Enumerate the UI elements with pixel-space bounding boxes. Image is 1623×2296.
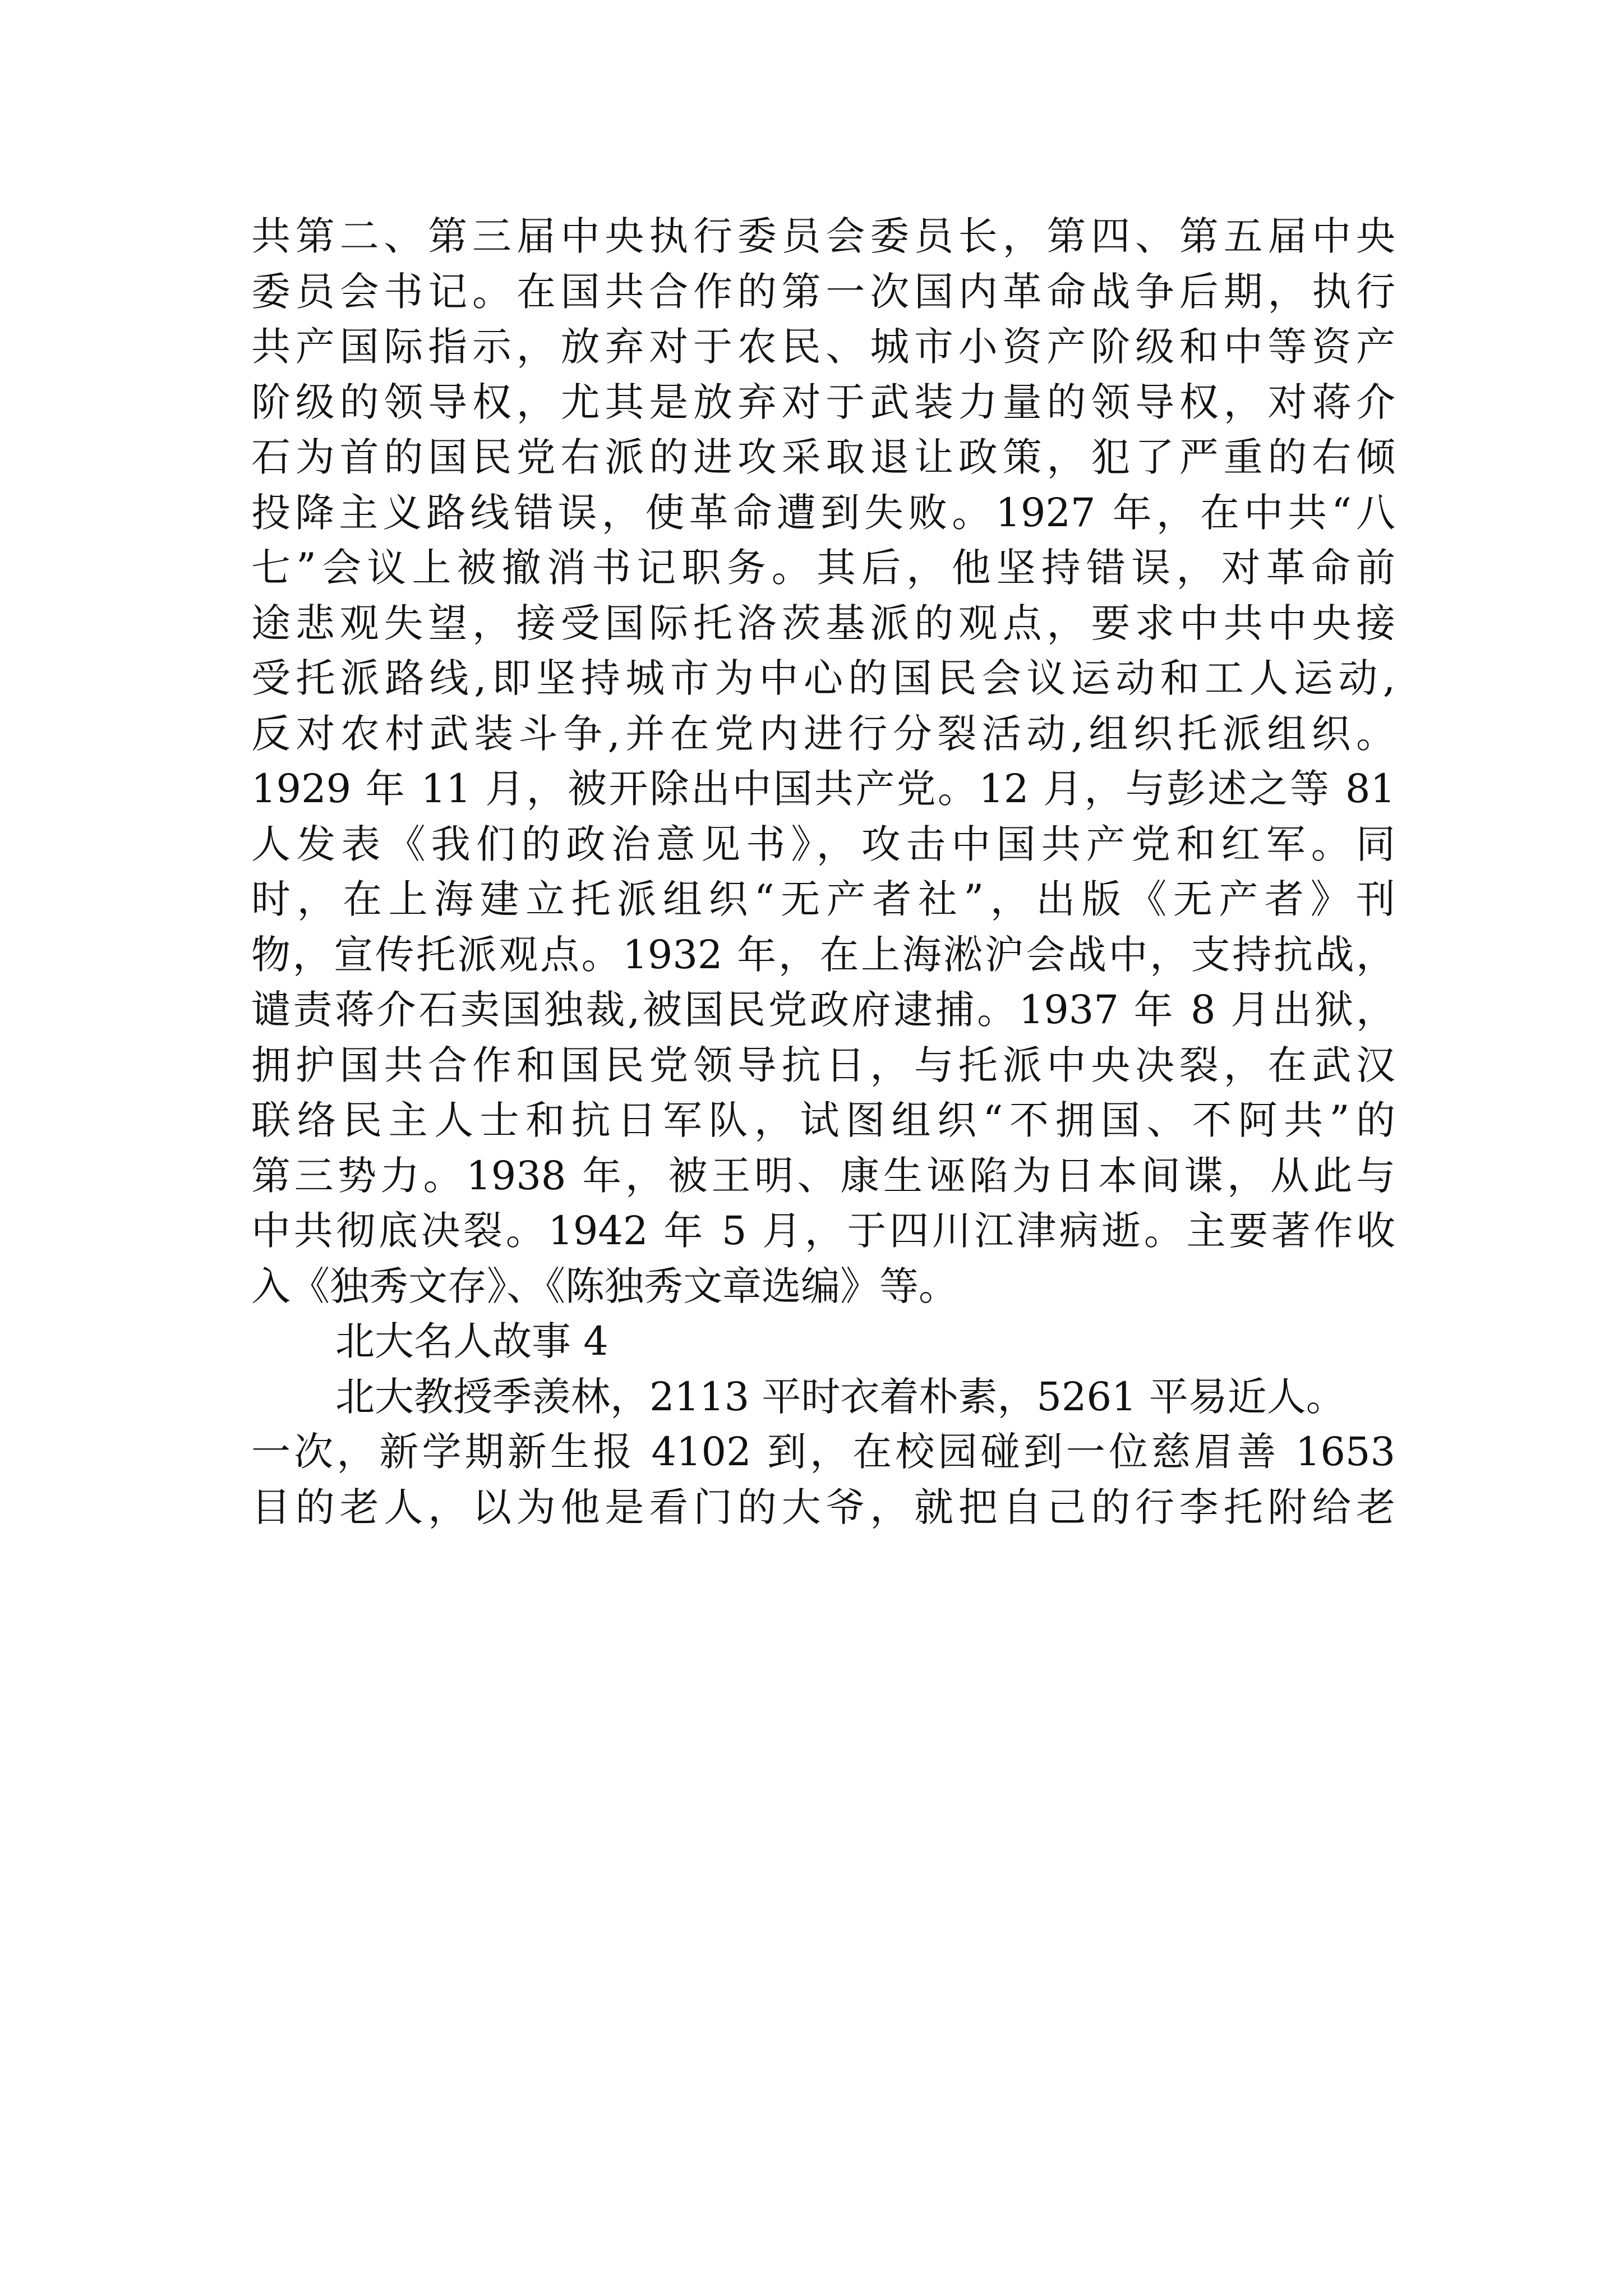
paragraph-line: 投降主义路线错误，使革命遭到失败。1927 年，在中共“八 [251,489,1395,536]
paragraph-line: 物，宣传托派观点。1932 年，在上海淞沪会战中，支持抗战， [251,931,1395,978]
section-heading: 北大名人故事 4 [335,1318,608,1364]
document-body [251,209,1395,1535]
paragraph-line: 受托派路线,即坚持城市为中心的国民会议运动和工人运动, [251,655,1395,701]
paragraph-line: 第三势力。1938 年，被王明、康生诬陷为日本间谍，从此与 [251,1152,1395,1199]
paragraph-line: 目的老人，以为他是看门的大爷，就把自己的行李托附给老 [251,1484,1395,1530]
paragraph-line: 石为首的国民党右派的进攻采取退让政策，犯了严重的右倾 [251,434,1395,480]
paragraph-line: 联络民主人士和抗日军队，试图组织“不拥国、不阿共”的 [251,1097,1395,1143]
paragraph-line: 委员会书记。在国共合作的第一次国内革命战争后期，执行 [251,268,1395,315]
paragraph-line: 一次，新学期新生报 4102 到，在校园碰到一位慈眉善 1653 [251,1429,1395,1475]
paragraph-line: 人发表《我们的政治意见书》，攻击中国共产党和红军。同 [251,821,1395,867]
paragraph-line: 拥护国共合作和国民党领导抗日，与托派中央决裂，在武汉 [251,1042,1395,1088]
paragraph-line: 七”会议上被撤消书记职务。其后，他坚持错误，对革命前 [251,545,1395,591]
paragraph-line: 共第二、第三届中央执行委员会委员长，第四、第五届中央 [251,213,1395,259]
paragraph-line: 时，在上海建立托派组织“无产者社”，出版《无产者》刊 [251,876,1395,922]
paragraph-line: 谴责蒋介石卖国独裁,被国民党政府逮捕。1937 年 8 月出狱， [251,987,1395,1033]
paragraph-line: 途悲观失望，接受国际托洛茨基派的观点，要求中共中央接 [251,600,1395,646]
paragraph-line: 中共彻底决裂。1942 年 5 月，于四川江津病逝。主要著作收 [251,1208,1395,1254]
paragraph-line: 阶级的领导权，尤其是放弃对于武装力量的领导权，对蒋介 [251,379,1395,425]
paragraph-line: 共产国际指示，放弃对于农民、城市小资产阶级和中等资产 [251,324,1395,370]
paragraph-line: 入《独秀文存》、《陈独秀文章选编》等。 [251,1263,958,1309]
paragraph-line: 反对农村武装斗争,并在党内进行分裂活动,组织托派组织。 [251,710,1395,757]
paragraph-line: 1929 年 11 月，被开除出中国共产党。12 月，与彭述之等 81 [251,766,1395,812]
paragraph-line: 北大教授季羡林，2113 平时衣着朴素，5261 平易近人。 [335,1373,1345,1420]
